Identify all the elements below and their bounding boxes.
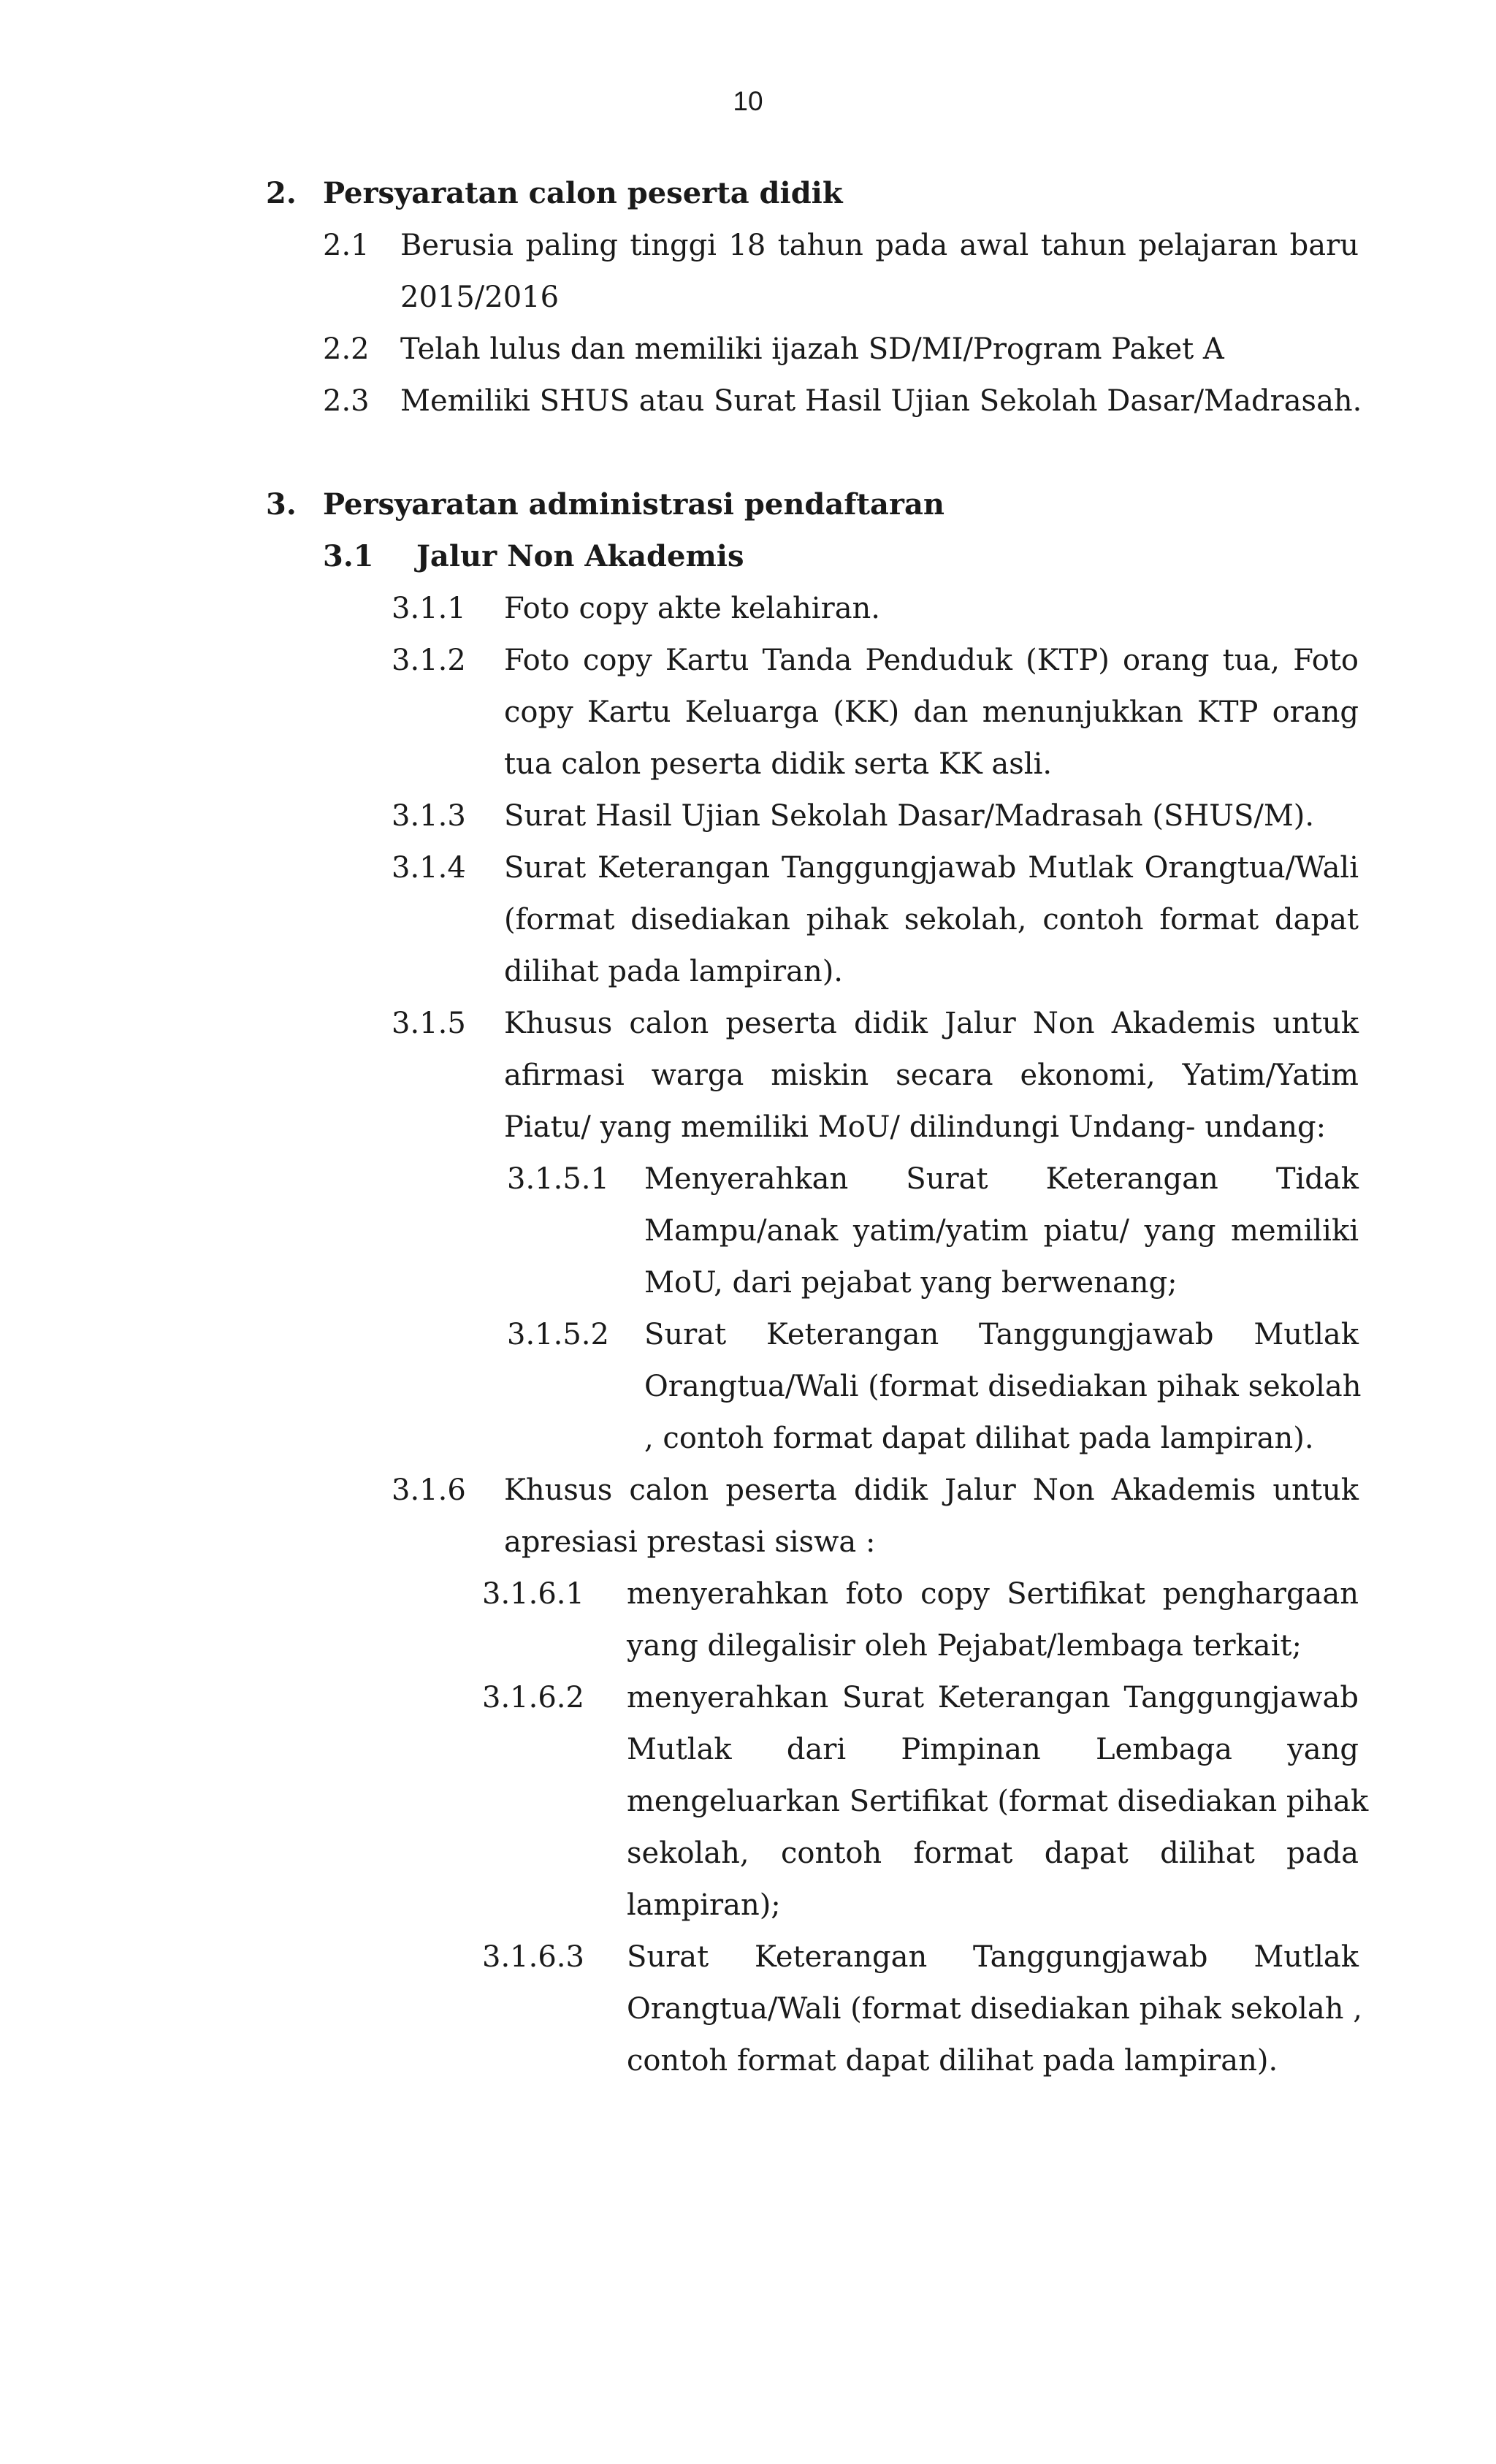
item-text: (format disediakan pihak sekolah, contoh format dapat: [504, 903, 1359, 937]
page-number: 10: [733, 86, 763, 116]
item-text: copy Kartu Keluarga (KK) dan menunjukkan KTP orang: [504, 695, 1359, 729]
item-text: Surat Keterangan Tanggungjawab Mutlak Orangtua/Wali: [504, 851, 1359, 885]
item-text: Khusus calon peserta didik Jalur Non Akademis untuk: [504, 1007, 1359, 1040]
subsection-number: 3.1: [323, 539, 374, 573]
item-text: Surat Keterangan Tanggungjawab Mutlak: [644, 1318, 1359, 1351]
item-text: Khusus calon peserta didik Jalur Non Akademis untuk: [504, 1473, 1359, 1507]
item-number: 3.1.5: [392, 1007, 466, 1040]
item-text: mengeluarkan Sertifikat (format disediakan pihak: [627, 1785, 1369, 1818]
item-number: 2.3: [323, 384, 370, 418]
item-text: tua calon peserta didik serta KK asli.: [504, 747, 1053, 781]
item-number: 2.2: [323, 332, 370, 366]
item-text: , contoh format dapat dilihat pada lampiran).: [644, 1422, 1314, 1455]
item-number: 3.1.6: [392, 1473, 466, 1507]
item-number: 3.1.1: [392, 592, 466, 625]
item-number: 3.1.5.1: [507, 1162, 609, 1196]
item-text: menyerahkan foto copy Sertifikat penghargaan: [627, 1577, 1359, 1611]
item-number: 3.1.3: [392, 799, 466, 833]
item-text: Mutlak dari Pimpinan Lembaga yang: [627, 1733, 1359, 1766]
item-text: afirmasi warga miskin secara ekonomi, Yatim/Yatim: [504, 1059, 1359, 1092]
item-text: Orangtua/Wali (format disediakan pihak sekolah ,: [627, 1992, 1362, 2026]
item-number: 3.1.2: [392, 644, 466, 677]
item-text: Menyerahkan Surat Keterangan Tidak: [644, 1162, 1359, 1196]
item-number: 3.1.5.2: [507, 1318, 609, 1351]
item-number: 3.1.6.3: [482, 1940, 584, 1974]
item-number: 3.1.6.2: [482, 1681, 584, 1714]
item-text: Surat Keterangan Tanggungjawab Mutlak: [627, 1940, 1359, 1974]
item-text: Berusia paling tinggi 18 tahun pada awal tahun pelajaran baru: [400, 229, 1359, 262]
section-number: 2.: [266, 176, 297, 210]
item-text: MoU, dari pejabat yang berwenang;: [644, 1266, 1178, 1300]
item-number: 3.1.6.1: [482, 1577, 584, 1611]
section-title: Persyaratan calon peserta didik: [323, 176, 843, 210]
item-text: 2015/2016: [400, 281, 560, 314]
item-number: 2.1: [323, 229, 370, 262]
item-text: Piatu/ yang memiliki MoU/ dilindungi Undang- undang:: [504, 1110, 1327, 1144]
item-text: Foto copy akte kelahiran.: [504, 592, 881, 625]
section-title: Persyaratan administrasi pendaftaran: [323, 487, 944, 522]
section-number: 3.: [266, 487, 297, 522]
item-text: Mampu/anak yatim/yatim piatu/ yang memiliki: [644, 1214, 1359, 1248]
item-text: menyerahkan Surat Keterangan Tanggungjawab: [627, 1681, 1359, 1714]
item-text: Surat Hasil Ujian Sekolah Dasar/Madrasah (SHUS/M).: [504, 799, 1315, 833]
item-text: contoh format dapat dilihat pada lampiran).: [627, 2044, 1278, 2078]
item-text: Telah lulus dan memiliki ijazah SD/MI/Program Paket A: [400, 332, 1224, 366]
item-text: Orangtua/Wali (format disediakan pihak sekolah: [644, 1370, 1362, 1403]
subsection-title: Jalur Non Akademis: [416, 539, 744, 573]
item-number: 3.1.4: [392, 851, 466, 885]
item-text: yang dilegalisir oleh Pejabat/lembaga terkait;: [627, 1629, 1302, 1663]
item-text: dilihat pada lampiran).: [504, 955, 844, 988]
item-text: apresiasi prestasi siswa :: [504, 1525, 876, 1559]
item-text: sekolah, contoh format dapat dilihat pada: [627, 1836, 1359, 1870]
item-text: Memiliki SHUS atau Surat Hasil Ujian Sekolah Dasar/Madrasah.: [400, 384, 1362, 418]
item-text: Foto copy Kartu Tanda Penduduk (KTP) orang tua, Foto: [504, 644, 1359, 677]
item-text: lampiran);: [627, 1888, 781, 1922]
